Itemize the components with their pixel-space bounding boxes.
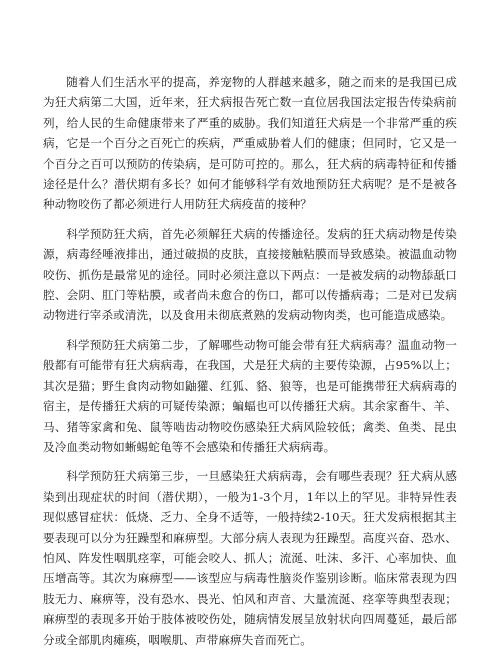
article-body [43,72,457,659]
paragraph-step-one: 科学预防狂犬病，首先必须解狂犬病的传播途径。发病的狂犬病动物是传染源，病毒经唾液排出，通过破损的皮肤，直接接触粘膜而导致感染。被温血动物咬伤、抓伤是最常见的途径。同时必须注意以下两点：一是被发病的动物舔舐口腔、会阴、肛门等粘膜，或者尚未愈合的伤口，都可以传播病毒；二是对已发病动物进行宰杀或清洗，以及食用未彻底煮熟的发病动物肉类，也可能造成感染。 [43,226,457,323]
paragraph-intro: 随着人们生活水平的提高，养宠物的人群越来越多，随之而来的是我国已成为狂犬病第二大国，近年来，狂犬病报告死亡数一直位居我国法定报告传染病前列，给人民的生命健康带来了严重的威胁。我们知道狂犬病是一个非常严重的疾病，它是一个百分之百死亡的疾病，严重威胁着人们的健康；但同时，它又是一个百分之百可以预防的传染病，是可防可控的。那么，狂犬病的病毒特征和传播途径是什么？潜伏期有多长？如何才能够科学有效地预防狂犬病呢？是不是被各种动物咬伤了都必须进行人用防狂犬病疫苗的接种？ [43,75,457,212]
paragraph-step-two: 科学预防狂犬病第二步，了解哪些动物可能会带有狂犬病病毒？温血动物一般都有可能带有狂犬病病毒，在我国，犬是狂犬病的主要传染源，占95%以上；其次是猫；野生食肉动物如鼬獾、红狐、貉、狼等，也是可能携带狂犬病病毒的宿主，是传播狂犬病的可疑传染源；蝙蝠也可以传播狂犬病。其余家畜牛、羊、马、猪等家禽和兔、鼠等啮齿动物咬伤感染狂犬病风险较低；禽类、鱼类、昆虫及冷血类动物如蜥蜴蛇龟等不会感染和传播狂犬病病毒。 [43,337,457,454]
paragraph-step-three: 科学预防狂犬病第三步，一旦感染狂犬病病毒，会有哪些表现？狂犬病从感染到出现症状的时间（潜伏期），一般为1-3个月，1年以上的罕见。非特异性表现似感冒症状：低烧、乏力、全身不适等，一般持续2-10天。狂犬发病根据其主要表现可以分为狂躁型和麻痹型。大部分病人表现为狂躁型。高度兴奋、恐水、怕风、阵发性咽肌痉挛，可能会咬人、抓人；流涎、吐沫、多汗、心率加快、血压增高等。其次为麻痹型——该型应与病毒性脑炎作鉴别诊断。临床常表现为四肢无力、麻痹等，没有恐水、畏光、怕风和声音、大量流涎、痉挛等典型表现；麻痹型的表现多开始于肢体被咬伤处，随病情发展呈放射状向四周蔓延，最后部分或全部肌肉瘫痪，咽喉肌、声带麻痹失音而死亡。 [43,469,457,647]
